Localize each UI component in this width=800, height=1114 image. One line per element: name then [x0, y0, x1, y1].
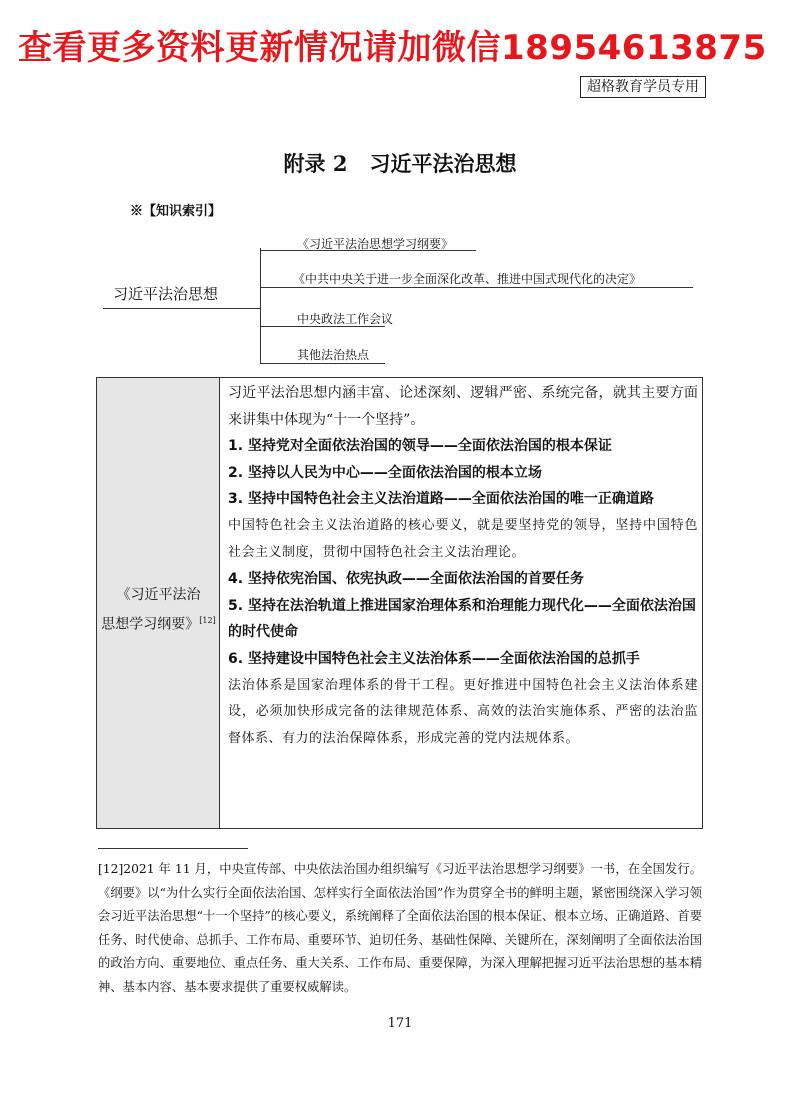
left-label-line2: 思想学习纲要》[12] [101, 616, 216, 633]
outline-table [96, 377, 703, 829]
tree-root: 习近平法治思想 [113, 285, 219, 303]
watermark-banner: 查看更多资料更新情况请加微信18954613875 [18, 28, 767, 68]
tree-branch [260, 250, 476, 251]
page-title [0, 148, 800, 178]
page-number: 171 [387, 1016, 413, 1031]
footnote-mark: [12] [98, 862, 124, 876]
tree-item: 《习近平法治思想学习纲要》 [297, 237, 454, 251]
tree-branch [260, 363, 385, 364]
point-6-note: 法治体系是国家治理体系的骨干工程。更好推进中国特色社会主义法治体系建设，必须加快形成完备的法律规范体系、高效的法治实施体系、严密的法治监督体系、有力的法治保障体系，形成完善的党内法规体系。 [228, 677, 698, 746]
appendix-subject: 习近平法治思想 [369, 151, 517, 176]
appendix-number: 附录 2 [283, 151, 348, 176]
tree-branch [260, 326, 385, 327]
left-label-line1: 《习近平法治 [116, 587, 201, 603]
tree-branch [260, 287, 693, 288]
intro-paragraph: 习近平法治思想内涵丰富、论述深刻、逻辑严密、系统完备，就其主要方面来讲集中体现为“十一个坚持”。 [228, 385, 698, 428]
point-1: 1. 坚持党对全面依法治国的领导——全面依法治国的根本保证 [228, 438, 612, 455]
point-5: 5. 坚持在法治轨道上推进国家治理体系和治理能力现代化——全面依法治国的时代使命 [228, 597, 696, 641]
usage-tag: 超格教育学员专用 [580, 76, 706, 98]
table-right-cell [228, 380, 698, 752]
point-3-note: 中国特色社会主义法治道路的核心要义，就是要坚持党的领导，坚持中国特色社会主义制度，贯彻中国特色社会主义法治理论。 [228, 517, 698, 560]
tree-root-underline [103, 308, 260, 309]
tree-item: 《中共中央关于进一步全面深化改革、推进中国式现代化的决定》 [293, 272, 642, 286]
point-2: 2. 坚持以人民为中心——全面依法治国的根本立场 [228, 464, 542, 481]
point-4: 4. 坚持依宪治国、依宪执政——全面依法治国的首要任务 [228, 571, 584, 588]
footnote-ref: [12] [199, 616, 216, 625]
tree-item: 中央政法工作会议 [297, 312, 394, 326]
tree-item: 其他法治热点 [297, 348, 370, 362]
knowledge-index-label: ※【知识索引】 [130, 204, 222, 219]
table-left-label [97, 582, 220, 638]
table-left-cell [97, 378, 220, 828]
point-3: 3. 坚持中国特色社会主义法治道路——全面依法治国的唯一正确道路 [228, 491, 654, 508]
footnote-text: 2021 年 11 月，中央宣传部、中央依法治国办组织编写《习近平法治思想学习纲要》一书，在全国发行。《纲要》以“为什么实行全面依法治国、怎样实行全面依法治国”作为贯穿全书的鲜明主题，紧密围绕深入学习领会习近平法治思想“十一个坚持”的核心要义，系统阐释了全面依法治国的根本保证、根本立场、正确道路、首要任务、时代使命、总抓手、工作布局、重要环节、迫切任务、基础性保障、关键所在，深刻阐明了全面依法治国的政治方向、重要地位、重点任务、重大关系、工作布局、重要保障，为深入理解把握习近平法治思想的基本精神、基本内容、基本要求提供了重要权威解读。 [98, 862, 702, 994]
footnote-divider [98, 848, 248, 849]
footnote [98, 858, 702, 1000]
tree-trunk [260, 248, 261, 363]
point-6: 6. 坚持建设中国特色社会主义法治体系——全面依法治国的总抓手 [228, 650, 640, 667]
